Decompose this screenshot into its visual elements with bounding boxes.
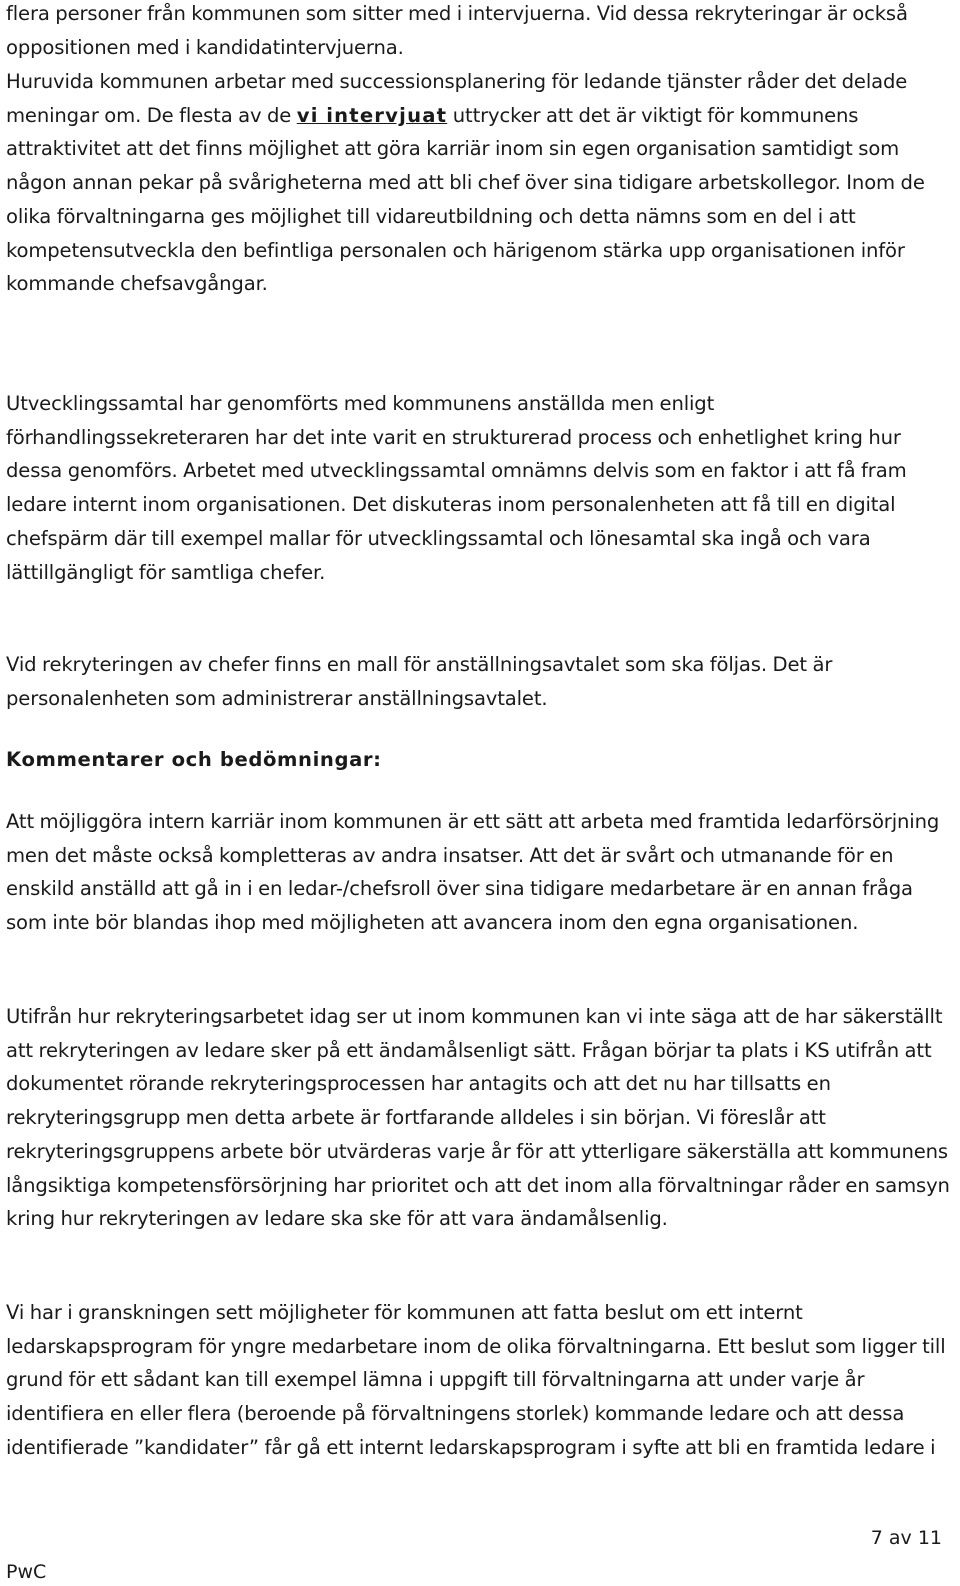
emphasized-phrase: vi intervjuat — [296, 103, 448, 127]
paragraph-intervjuer: flera personer från kommunen som sitter med i intervjuerna. Vid dessa rekryteringar är också oppositionen med i kandidatintervjuerna. — [6, 2, 908, 59]
paragraph-intern-karriar: Att möjliggöra intern karriär inom kommunen är ett sätt att arbeta med framtida ledarförsörjning men det måste också kompletteras av andra insatser. Att det är svårt och utmanande för en enskild anställd att gå in i en ledar-/chefsroll över sina tidigare medarbetare är en annan fråga som inte bör blandas ihop med möjligheten att avancera inom den egna organisationen. — [6, 810, 940, 935]
paragraph-successionsplanering — [6, 65, 954, 301]
page-number: 7 av 11 — [870, 1527, 942, 1549]
section-heading: Kommentarer och bedömningar: — [6, 748, 382, 771]
footer-brand: PwC — [6, 1561, 47, 1583]
paragraph-anstallningsavtal: Vid rekryteringen av chefer finns en mall för anställningsavtalet som ska följas. Det är personalenheten som administrerar anställningsavtalet. — [6, 653, 833, 710]
paragraph-utvecklingssamtal: Utvecklingssamtal har genomförts med kommunens anställda men enligt förhandlingssekreteraren har det inte varit en strukturerad process och enhetlighet kring hur dessa genomförs. Arbetet med utvecklingssamtal omnämns delvis som en faktor i att få fram ledare internt inom organisationen. Det diskuteras inom personalenheten att få till en digital chefspärm där till exempel mallar för utvecklingssamtal och lönesamtal ska ingå och vara lättillgängligt för samtliga chefer. — [6, 392, 907, 584]
paragraph-text: uttrycker att det är viktigt för kommunens attraktivitet att det finns möjlighet att göra karriär inom sin egen organisation samtidigt som någon annan pekar på svårigheterna med att bli chef över sina tidigare arbetskollegor. Inom de olika förvaltningarna ges möjlighet till vidareutbildning och detta nämns som en del i att kompetensutveckla den befintliga personalen och härigenom stärka upp organisationen inför kommande chefsavgångar. — [6, 103, 925, 296]
paragraph-ledarskapsprogram: Vi har i granskningen sett möjligheter för kommunen att fatta beslut om ett internt ledarskapsprogram för yngre medarbetare inom de olika förvaltningarna. Ett beslut som ligger till grund för ett sådant kan till exempel lämna i uppgift till förvaltningarna att under varje år identifiera en eller flera (beroende på förvaltningens storlek) kommande ledare och att dessa identifierade ”kandidater” får gå ett internt ledarskapsprogram i syfte att bli en framtida ledare i — [6, 1301, 946, 1459]
paragraph-rekryteringsarbete: Utifrån hur rekryteringsarbetet idag ser ut inom kommunen kan vi inte säga att de har säkerställt att rekryteringen av ledare sker på ett ändamålsenligt sätt. Frågan börjar ta plats i KS utifrån att dokumentet rörande rekryteringsprocessen har antagits och att det nu har tillsatts en rekryteringsgrupp men detta arbete är fortfarande alldeles i sin början. Vi föreslår att rekryteringsgruppens arbete bör utvärderas varje år för att ytterligare säkerställa att kommunens långsiktiga kompetensförsörjning har prioritet och att det inom alla förvaltningar råder en samsyn kring hur rekryteringen av ledare ska ske för att vara ändamålsenlig. — [6, 1005, 950, 1231]
paragraph-text: Huruvida kommunen arbetar med successionsplanering för ledande tjänster råder det delade meningar om. De flesta av de — [6, 70, 908, 127]
